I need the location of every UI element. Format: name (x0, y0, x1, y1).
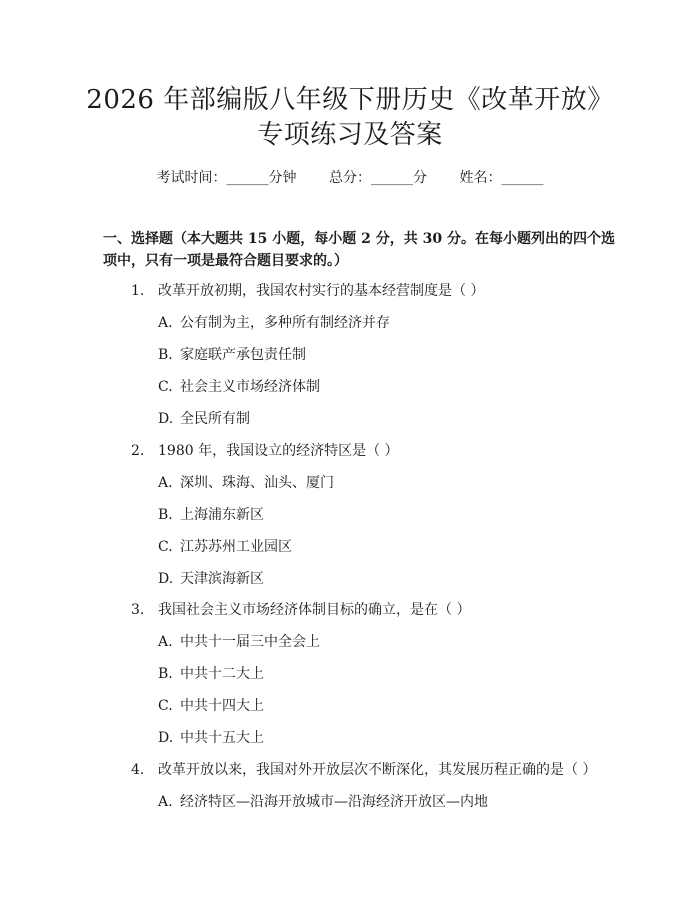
question-number: 4. (131, 762, 145, 778)
option-letter: C. (158, 698, 173, 714)
option-3b (158, 664, 658, 684)
option-letter: A. (158, 634, 173, 650)
option-text: 深圳、珠海、汕头、厦门 (180, 475, 334, 491)
option-2b (158, 505, 658, 525)
option-1c (158, 377, 658, 397)
question-text: 我国社会主义市场经济体制目标的确立，是在（ ） (158, 602, 471, 618)
question-number: 3. (131, 602, 145, 618)
question-4 (131, 760, 651, 780)
option-1b (158, 345, 658, 365)
question-3 (131, 600, 651, 620)
option-letter: A. (158, 475, 173, 491)
option-letter: C. (158, 539, 173, 555)
option-text: 家庭联产承包责任制 (180, 347, 306, 363)
option-1a (158, 313, 658, 333)
option-4a (158, 792, 658, 812)
question-text: 1980 年，我国设立的经济特区是（ ） (158, 443, 399, 459)
option-text: 中共十五大上 (180, 730, 264, 746)
option-letter: B. (158, 507, 173, 523)
option-text: 江苏苏州工业园区 (180, 539, 292, 555)
question-number: 2. (131, 443, 145, 459)
option-letter: D. (158, 730, 174, 746)
exam-score-field: 总分：______分 (329, 170, 427, 186)
option-letter: D. (158, 411, 174, 427)
question-text: 改革开放以来，我国对外开放层次不断深化，其发展历程正确的是（ ） (158, 762, 597, 778)
option-text: 上海浦东新区 (180, 507, 264, 523)
document-title-line1: 2026 年部编版八年级下册历史《改革开放》 (86, 85, 614, 115)
option-text: 中共十一届三中全会上 (180, 634, 320, 650)
option-3c (158, 696, 658, 716)
document-title-line2: 专项练习及答案 (257, 120, 443, 150)
option-letter: B. (158, 347, 173, 363)
question-2 (131, 441, 651, 461)
option-text: 中共十二大上 (180, 666, 264, 682)
option-2c (158, 537, 658, 557)
option-3a (158, 632, 658, 652)
section-heading-line2: 项中，只有一项是最符合题目要求的。） (103, 253, 348, 269)
option-text: 社会主义市场经济体制 (180, 379, 320, 395)
exam-time-field: 考试时间：______分钟 (156, 170, 297, 186)
option-1d (158, 409, 658, 429)
option-letter: A. (158, 794, 173, 810)
option-text: 经济特区—沿海开放城市—沿海经济开放区—内地 (180, 794, 488, 810)
option-letter: A. (158, 315, 173, 331)
option-3d (158, 728, 658, 748)
option-text: 全民所有制 (180, 411, 250, 427)
exam-name-field: 姓名：______ (459, 170, 544, 186)
option-text: 中共十四大上 (180, 698, 264, 714)
option-2a (158, 473, 658, 493)
option-text: 天津滨海新区 (180, 571, 264, 587)
option-text: 公有制为主，多种所有制经济并存 (180, 315, 390, 331)
section-heading-line1: 一、选择题（本大题共 15 小题，每小题 2 分，共 30 分。在每小题列出的四个选 (103, 231, 615, 247)
exam-info (0, 168, 700, 188)
option-2d (158, 569, 658, 589)
option-letter: C. (158, 379, 173, 395)
question-text: 改革开放初期，我国农村实行的基本经营制度是（ ） (158, 283, 485, 299)
question-number: 1. (131, 283, 145, 299)
option-letter: D. (158, 571, 174, 587)
option-letter: B. (158, 666, 173, 682)
question-1 (131, 281, 651, 301)
